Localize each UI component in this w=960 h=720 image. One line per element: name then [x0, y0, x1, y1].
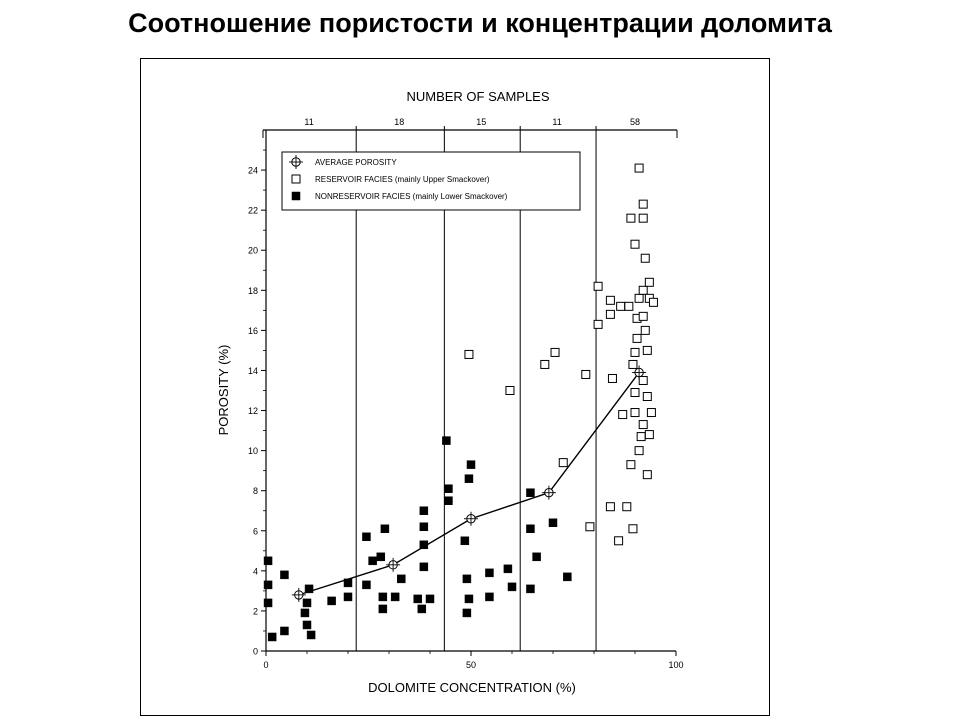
nonreservoir-point	[328, 597, 336, 605]
reservoir-point	[643, 471, 651, 479]
sample-count-label: 18	[394, 117, 405, 127]
average-porosity-line	[299, 372, 639, 594]
reservoir-point	[625, 302, 633, 310]
nonreservoir-point	[463, 609, 471, 617]
y-tick-label: 24	[247, 165, 258, 176]
reservoir-point	[608, 374, 616, 382]
reservoir-point	[619, 411, 627, 419]
x-tick-label: 50	[465, 660, 477, 670]
reservoir-point	[635, 164, 643, 172]
reservoir-point	[606, 296, 614, 304]
reservoir-point	[631, 240, 639, 248]
reservoir-point	[606, 503, 614, 511]
reservoir-point	[643, 393, 651, 401]
nonreservoir-point	[444, 497, 452, 505]
nonreservoir-point	[420, 507, 428, 515]
sample-count-label: 11	[304, 117, 314, 127]
reservoir-point	[647, 409, 655, 417]
nonreservoir-point	[563, 573, 571, 581]
reservoir-point	[639, 312, 647, 320]
y-tick-label: 12	[247, 406, 258, 417]
nonreservoir-point	[526, 585, 534, 593]
reservoir-point	[582, 370, 590, 378]
reservoir-point	[631, 409, 639, 417]
nonreservoir-point	[549, 519, 557, 527]
y-tick-label: 4	[252, 566, 258, 577]
nonreservoir-point	[465, 475, 473, 483]
y-tick-label: 22	[247, 205, 258, 216]
reservoir-point	[541, 360, 549, 368]
nonreservoir-point	[264, 599, 272, 607]
reservoir-point	[645, 431, 653, 439]
x-tick-label: 0	[263, 660, 269, 670]
nonreservoir-point	[280, 627, 288, 635]
y-tick-label: 18	[247, 285, 258, 296]
nonreservoir-point	[444, 485, 452, 493]
nonreservoir-point	[533, 553, 541, 561]
reservoir-point	[641, 326, 649, 334]
reservoir-point	[633, 334, 641, 342]
nonreservoir-point	[362, 533, 370, 541]
nonreservoir-point	[463, 575, 471, 583]
nonreservoir-point	[264, 557, 272, 565]
nonreservoir-point	[465, 595, 473, 603]
nonreservoir-point	[504, 565, 512, 573]
reservoir-point	[639, 200, 647, 208]
sample-count-label: 11	[552, 117, 562, 127]
nonreservoir-point	[369, 557, 377, 565]
nonreservoir-point	[485, 569, 493, 577]
nonreservoir-point	[280, 571, 288, 579]
nonreservoir-point	[362, 581, 370, 589]
y-tick-label: 20	[247, 245, 258, 256]
reservoir-point	[643, 346, 651, 354]
nonreservoir-point	[268, 633, 276, 641]
nonreservoir-point	[467, 461, 475, 469]
nonreservoir-point	[526, 489, 534, 497]
nonreservoir-point	[379, 605, 387, 613]
reservoir-point	[594, 320, 602, 328]
reservoir-point	[639, 421, 647, 429]
sample-count-label: 58	[629, 117, 641, 127]
reservoir-point	[629, 360, 637, 368]
nonreservoir-point	[414, 595, 422, 603]
reservoir-point	[637, 433, 645, 441]
slide-title: Соотношение пористости и концентрации доломита	[128, 8, 832, 38]
y-tick-label: 10	[247, 446, 258, 457]
nonreservoir-point	[264, 581, 272, 589]
average-porosity-point	[542, 486, 556, 500]
nonreservoir-point	[344, 593, 352, 601]
nonreservoir-point	[526, 525, 534, 533]
legend-marker	[292, 175, 300, 183]
nonreservoir-point	[485, 593, 493, 601]
reservoir-point	[559, 459, 567, 467]
reservoir-point	[506, 387, 514, 395]
reservoir-point	[635, 447, 643, 455]
reservoir-point	[623, 503, 631, 511]
reservoir-point	[465, 350, 473, 358]
nonreservoir-point	[303, 621, 311, 629]
nonreservoir-point	[307, 631, 315, 639]
reservoir-point	[629, 525, 637, 533]
reservoir-point	[639, 286, 647, 294]
reservoir-point	[606, 310, 614, 318]
average-porosity-point	[386, 558, 400, 572]
x-tick-label: 100	[668, 660, 684, 670]
nonreservoir-point	[377, 553, 385, 561]
y-tick-label: 2	[252, 606, 258, 617]
reservoir-point	[627, 461, 635, 469]
plot-layer	[248, 117, 684, 670]
reservoir-point	[639, 376, 647, 384]
reservoir-point	[631, 348, 639, 356]
nonreservoir-point	[381, 525, 389, 533]
legend-label: AVERAGE POROSITY	[315, 158, 397, 167]
average-porosity-point	[464, 512, 478, 526]
nonreservoir-point	[420, 563, 428, 571]
reservoir-point	[617, 302, 625, 310]
sample-count-label: 15	[476, 117, 487, 127]
reservoir-point	[641, 254, 649, 262]
y-tick-label: 16	[247, 325, 258, 336]
reservoir-point	[649, 298, 657, 306]
nonreservoir-point	[303, 599, 311, 607]
reservoir-point	[615, 537, 623, 545]
reservoir-point	[635, 294, 643, 302]
y-tick-label: 6	[252, 526, 258, 537]
nonreservoir-point	[301, 609, 309, 617]
nonreservoir-point	[442, 437, 450, 445]
nonreservoir-point	[420, 523, 428, 531]
reservoir-point	[594, 282, 602, 290]
nonreservoir-point	[426, 595, 434, 603]
nonreservoir-point	[461, 537, 469, 545]
reservoir-point	[586, 523, 594, 531]
nonreservoir-point	[418, 605, 426, 613]
reservoir-point	[631, 389, 639, 397]
reservoir-point	[645, 278, 653, 286]
legend-label: RESERVOIR FACIES (mainly Upper Smackover)	[315, 175, 490, 184]
y-tick-label: 14	[247, 365, 258, 376]
nonreservoir-point	[391, 593, 399, 601]
legend-marker	[292, 192, 300, 200]
y-tick-label: 0	[252, 646, 258, 657]
reservoir-point	[551, 348, 559, 356]
reservoir-point	[639, 214, 647, 222]
y-axis-label: POROSITY (%)	[216, 344, 231, 436]
x-axis-label: DOLOMITE CONCENTRATION (%)	[368, 680, 576, 695]
top-axis-label: NUMBER OF SAMPLES	[406, 89, 550, 104]
reservoir-point	[627, 214, 635, 222]
nonreservoir-point	[397, 575, 405, 583]
legend-label: NONRESERVOIR FACIES (mainly Lower Smackover)	[315, 192, 508, 201]
nonreservoir-point	[508, 583, 516, 591]
nonreservoir-point	[379, 593, 387, 601]
y-tick-label: 8	[252, 486, 258, 497]
